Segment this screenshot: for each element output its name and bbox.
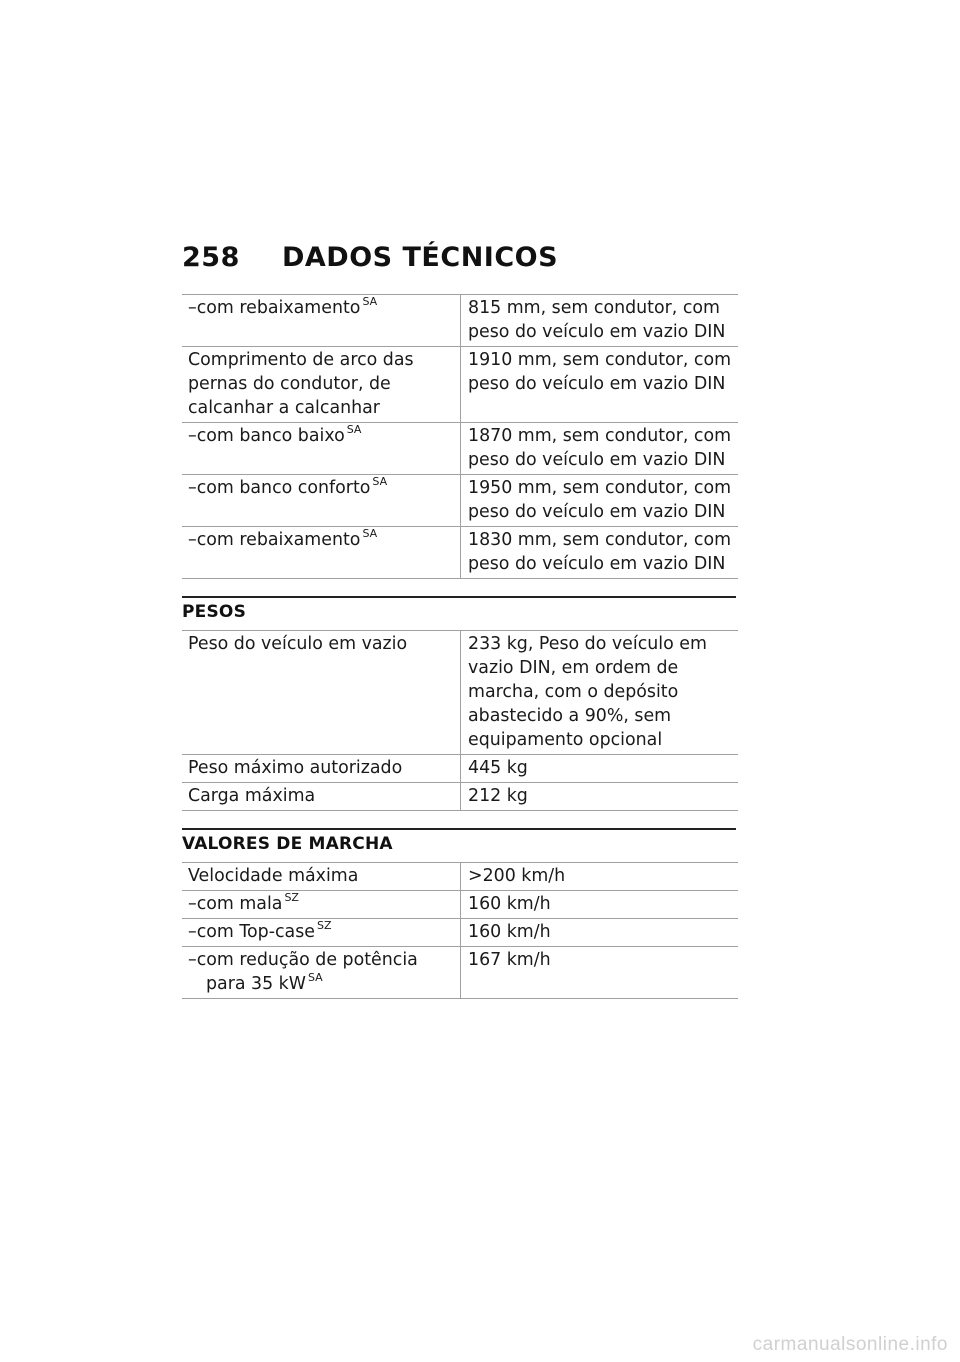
table-row — [182, 527, 738, 579]
row-value: 167 km/h — [468, 950, 551, 970]
row-value: 445 kg — [468, 758, 528, 778]
row-label: Carga máxima — [182, 783, 461, 811]
table-row — [182, 891, 738, 919]
watermark: carmanualsonline.info — [752, 1334, 948, 1355]
option-marker: SZ — [316, 919, 332, 932]
page-number: 258 — [182, 242, 240, 273]
row-label: –com banco baixo $^{SA}$ — [182, 423, 461, 475]
row-label: Peso do veículo em vazio — [182, 631, 461, 755]
option-marker: SA — [346, 423, 362, 436]
table-row — [182, 295, 738, 347]
table-row — [182, 347, 738, 423]
performance-table — [182, 862, 738, 999]
page-content — [182, 294, 736, 999]
option-marker: SA — [307, 971, 323, 984]
table-row — [182, 919, 738, 947]
row-value: 815 mm, sem condutor, com peso do veículo em vazio DIN — [468, 298, 726, 342]
table-row — [182, 947, 738, 999]
row-label: Comprimento de arco das pernas do condutor, de calcanhar a calcanhar — [182, 347, 461, 423]
row-value: 1910 mm, sem condutor, com peso do veículo em vazio DIN — [468, 350, 732, 394]
row-label: –com mala $^{SZ}$ — [182, 891, 461, 919]
section-title-performance: VALORES DE MARCHA — [182, 828, 736, 862]
row-label: Peso máximo autorizado — [182, 755, 461, 783]
option-marker: SA — [362, 527, 378, 540]
row-value: 160 km/h — [468, 894, 551, 914]
row-value: 233 kg, Peso do veículo em vazio DIN, em ordem de marcha, com o depósito abastecido a 90%, sem equipamento opcional — [468, 634, 707, 750]
table-row — [182, 631, 738, 755]
table-row — [182, 783, 738, 811]
row-value: 212 kg — [468, 786, 528, 806]
seat-height-table — [182, 294, 738, 579]
row-label: –com banco conforto $^{SA}$ — [182, 475, 461, 527]
option-marker: SA — [362, 295, 378, 308]
weights-table — [182, 630, 738, 811]
row-value: >200 km/h — [468, 866, 566, 886]
table-row — [182, 755, 738, 783]
table-row — [182, 475, 738, 527]
row-value: 1870 mm, sem condutor, com peso do veículo em vazio DIN — [468, 426, 732, 470]
option-marker: SA — [372, 475, 388, 488]
table-row — [182, 423, 738, 475]
row-label: –com Top-case $^{SZ}$ — [182, 919, 461, 947]
row-label: –com rebaixamento $^{SA}$ — [182, 527, 461, 579]
page-title: DADOS TÉCNICOS — [282, 242, 559, 273]
row-value: 160 km/h — [468, 922, 551, 942]
table-row — [182, 863, 738, 891]
option-marker: SZ — [284, 891, 299, 904]
section-title-weights: PESOS — [182, 596, 736, 630]
page-header — [182, 242, 558, 273]
row-label: –com rebaixamento $^{SA}$ — [182, 295, 461, 347]
row-value: 1950 mm, sem condutor, com peso do veículo em vazio DIN — [468, 478, 732, 522]
row-label: Velocidade máxima — [182, 863, 461, 891]
row-label: –com redução de potência para 35 kW $^{SA}$ — [182, 947, 461, 999]
row-value: 1830 mm, sem condutor, com peso do veículo em vazio DIN — [468, 530, 732, 574]
